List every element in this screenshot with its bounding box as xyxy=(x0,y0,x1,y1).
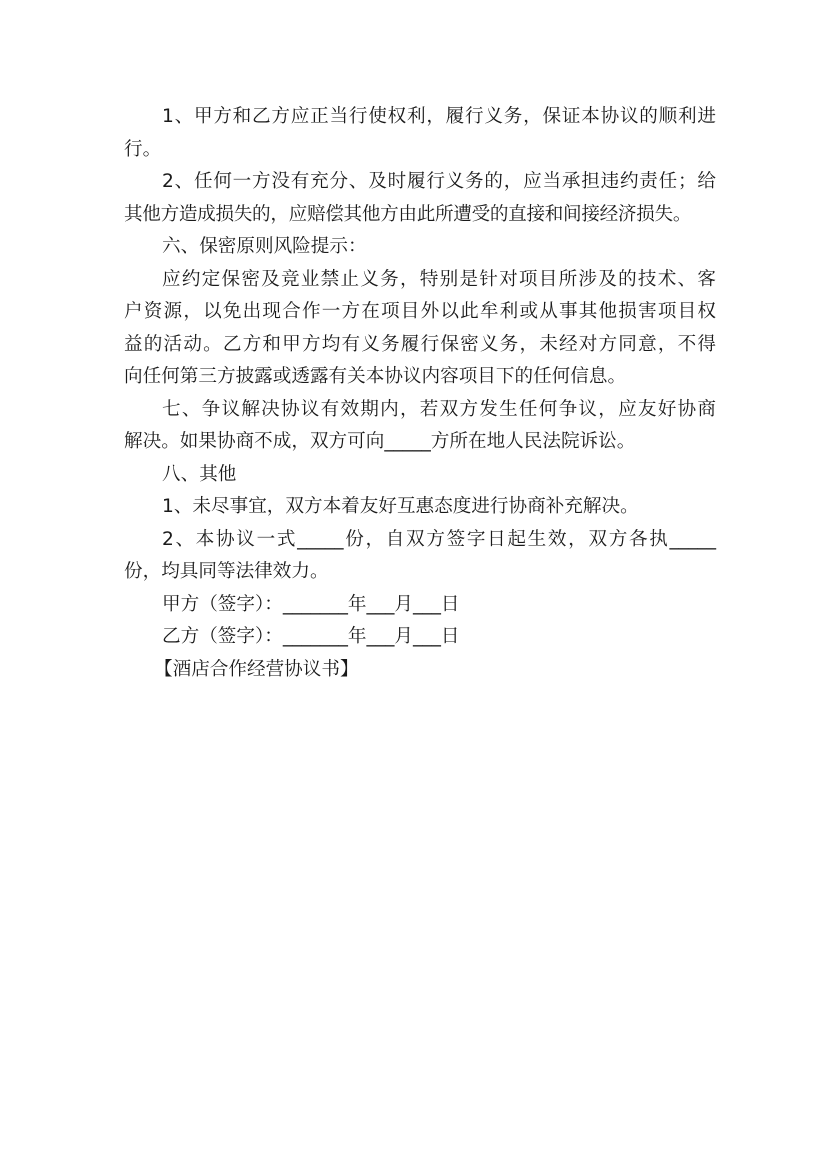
clause-5-1 xyxy=(124,101,716,166)
text-line: 其他方造成损失的，应赔偿其他方由此所遭受的直接和间接经济损失。 xyxy=(124,203,692,225)
clause-5-2 xyxy=(124,166,716,231)
text-line: 解决。如果协商不成，双方可向_____方所在地人民法院诉讼。 xyxy=(124,431,636,452)
text-line: 1、未尽事宜，双方本着友好互惠态度进行协商补充解决。 xyxy=(162,496,639,517)
text-line: 2、本协议一式_____份，自双方签字日起生效，双方各执_____ xyxy=(162,528,716,550)
heading: 八、其他 xyxy=(162,463,237,485)
text-line: 行。 xyxy=(124,138,162,160)
party-b-signature xyxy=(124,621,716,654)
text-line: 益的活动。乙方和甲方均有义务履行保密义务，未经对方同意，不得 xyxy=(124,333,716,355)
text-line: 1、甲方和乙方应正当行使权利，履行义务，保证本协议的顺利进 xyxy=(162,106,716,127)
text-line: 应约定保密及竞业禁止义务，特别是针对项目所涉及的技术、客 xyxy=(162,268,716,290)
document-title-footer xyxy=(124,654,716,687)
heading: 六、保密原则风险提示： xyxy=(162,236,367,257)
party-a-signature xyxy=(124,589,716,622)
text-line: 户资源，以免出现合作一方在项目外以此牟利或从事其他损害项目权 xyxy=(124,301,716,322)
signature-line: 乙方（签字）：_______年___月___日 xyxy=(162,626,460,647)
text-line: 向任何第三方披露或透露有关本协议内容项目下的任何信息。 xyxy=(124,366,627,387)
section-6-body xyxy=(124,264,716,394)
signature-line: 甲方（签字）：_______年___月___日 xyxy=(162,593,460,615)
text-line: 2、任何一方没有充分、及时履行义务的，应当承担违约责任；给 xyxy=(162,171,716,192)
document-body xyxy=(124,101,716,686)
title-text: 【酒店合作经营协议书】 xyxy=(154,658,359,680)
clause-8-1 xyxy=(124,491,716,524)
clause-8-2 xyxy=(124,524,716,589)
text-line: 份，均具同等法律效力。 xyxy=(124,561,329,582)
section-7 xyxy=(124,394,716,459)
section-6-heading xyxy=(124,231,716,264)
text-line: 七、争议解决协议有效期内，若双方发生任何争议，应友好协商 xyxy=(162,398,716,420)
section-8-heading xyxy=(124,459,716,492)
